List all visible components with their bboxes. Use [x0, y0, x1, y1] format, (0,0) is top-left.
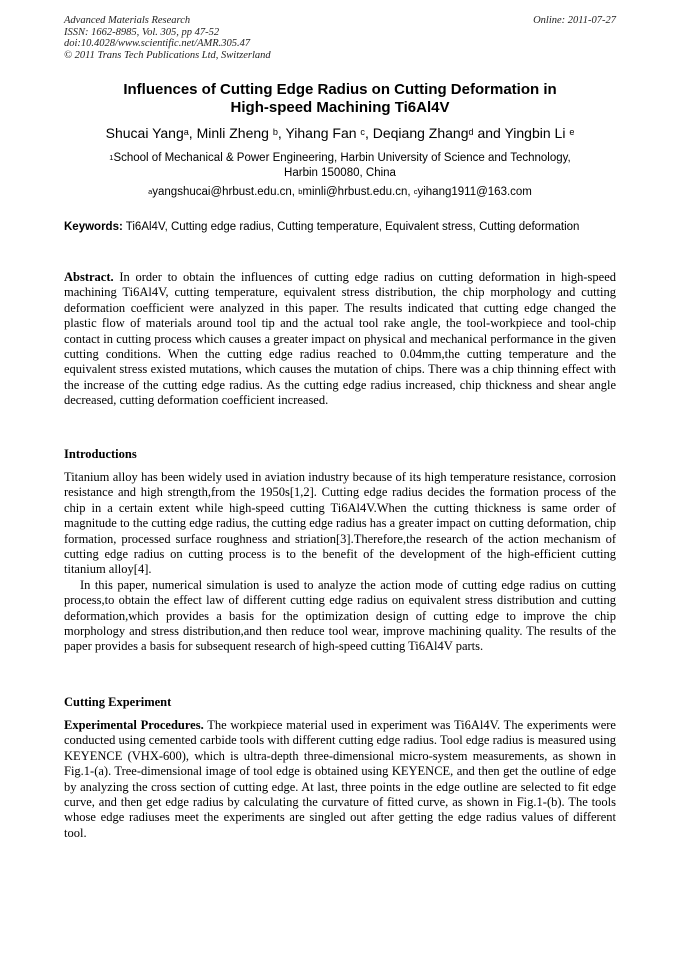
introductions-section [64, 470, 616, 655]
doi-line: doi:10.4028/www.scientific.net/AMR.305.47 [64, 38, 251, 49]
journal-header [64, 15, 616, 61]
author-sup: e [569, 127, 575, 138]
email-sup: c [413, 187, 418, 197]
abstract [64, 270, 616, 409]
author-name: Yihang Fan [285, 125, 361, 141]
author-sup: b [272, 127, 278, 138]
procedures-label: Experimental Procedures. [64, 718, 204, 732]
author-name: Deqiang Zhang [372, 125, 469, 141]
keywords-label: Keywords: [64, 221, 123, 233]
affiliation-line-2: Harbin 150080, China [284, 167, 396, 179]
author-name: Yingbin Li [504, 125, 570, 141]
email-link[interactable]: yangshucai@hrbust.edu.cn, [152, 186, 299, 198]
email-link[interactable]: minli@hrbust.edu.cn, [302, 186, 414, 198]
author-name: Shucai Yang [105, 125, 184, 141]
email-link[interactable]: yihang1911@163.com [417, 186, 532, 198]
issn-line: ISSN: 1662-8985, Vol. 305, pp 47-52 [64, 26, 220, 38]
experimental-procedures [64, 718, 616, 841]
author-sup: d [468, 127, 474, 138]
copyright-line: © 2011 Trans Tech Publications Ltd, Switzerland [64, 49, 271, 61]
author-sep: , [188, 125, 197, 141]
cutting-experiment-heading: Cutting Experiment [64, 695, 172, 709]
intro-paragraph-2: In this paper, numerical simulation is used to analyze the action mode of cutting edge radius on cutting process,to obtain the effect law of different cutting edge radius on equivalent stress distribution and cutting deformation,which provides a basis for the optimization design of cutting edge to improve the chip morphology and stress distribution,and then reduce tool wear, improve machining quality. The results of the paper provides a basis for subsequent research of high-speed cutting Ti6Al4V parts. [64, 577, 616, 654]
keywords [64, 220, 616, 234]
email-sup: b [298, 187, 303, 197]
paper-title [64, 81, 616, 117]
author-sup: a [183, 127, 189, 138]
author-sep: , [364, 125, 373, 141]
author-name: Minli Zheng [196, 125, 273, 141]
author-sup: c [360, 127, 365, 138]
procedures-text: The workpiece material used in experiment was Ti6Al4V. The experiments were conducted using cemented carbide tools with different cutting edge radius. Tool edge radius is measured using KEYENCE (VHX-600), which is ultra-depth three-dimensional micro-system measurements, as shown in Fig.1-(a). Tree-dimensional image of tool edge is obtained using KEYENCE, and then get the outline of edge by analyzing the cross section of cutting edge. At last, three points in the edge outline are selected to fit edge curve, and then get edge radius by calculating the curvature of fitted curve, as shown in Fig.1-(b). The tools whose edge radiuses meet the experiments are singled out after getting the edge radius values of different tool. [64, 718, 616, 840]
title-line-1: Influences of Cutting Edge Radius on Cutting Deformation in [123, 81, 557, 98]
email-sup: a [148, 187, 153, 197]
journal-name: Advanced Materials Research [64, 15, 191, 26]
online-date: Online: 2011-07-27 [533, 15, 616, 26]
intro-paragraph-1: Titanium alloy has been widely used in aviation industry because of its high temperature resistance, corrosion resistance and high strength,from the 1950s[1,2]. Cutting edge radius decides the formation process of the chip in a certain extent while high-speed cutting Ti6Al4V.When the cutting thickness is same order of magnitude to the cutting edge radius, the cutting edge radius has a greater impact on cutting deformation, chip formation, processed surface roughness and striation[3].Therefore,the research of the action mechanism of cutting edge radius on cutting process is to the benefit of the development of the high-efficient cutting titanium alloy[4]. [64, 470, 616, 577]
introductions-heading: Introductions [64, 447, 137, 461]
abstract-label: Abstract. [64, 270, 114, 284]
title-line-2: High-speed Machining Ti6Al4V [230, 99, 450, 116]
author-sep: , [277, 125, 286, 141]
abstract-text: In order to obtain the influences of cutting edge radius on cutting deformation in high-speed machining Ti6Al4V, cutting temperature, equivalent stress distribution, the chip morphology and cutting deformation coefficient were analyzed in this paper. The results indicated that cutting edge changed the plastic flow of materials around tool tip and the actual tool rake angle, the tool-workpiece and tool-chip contact in cutting process which causes a greater impact on physical and mechanical performance in the given cutting conditions. When the cutting edge radius reached to 0.04mm,the cutting temperature and the equivalent stress existed mutations, which causes the mutation of chips. There was a chip thinning effect with the increase of the cutting edge radius. As the cutting edge radius increased, chip thickness and shear angle decreased, cutting deformation coefficient increased. [64, 270, 616, 408]
author-list [64, 124, 616, 142]
author-sep: and [473, 125, 505, 141]
affiliation-sup: 1 [109, 153, 114, 163]
affiliation-line-1: School of Mechanical & Power Engineering, Harbin University of Science and Technology, [113, 152, 571, 164]
email-list [64, 185, 616, 200]
keywords-text: Ti6Al4V, Cutting edge radius, Cutting temperature, Equivalent stress, Cutting deformation [122, 221, 580, 233]
affiliation [64, 151, 616, 181]
